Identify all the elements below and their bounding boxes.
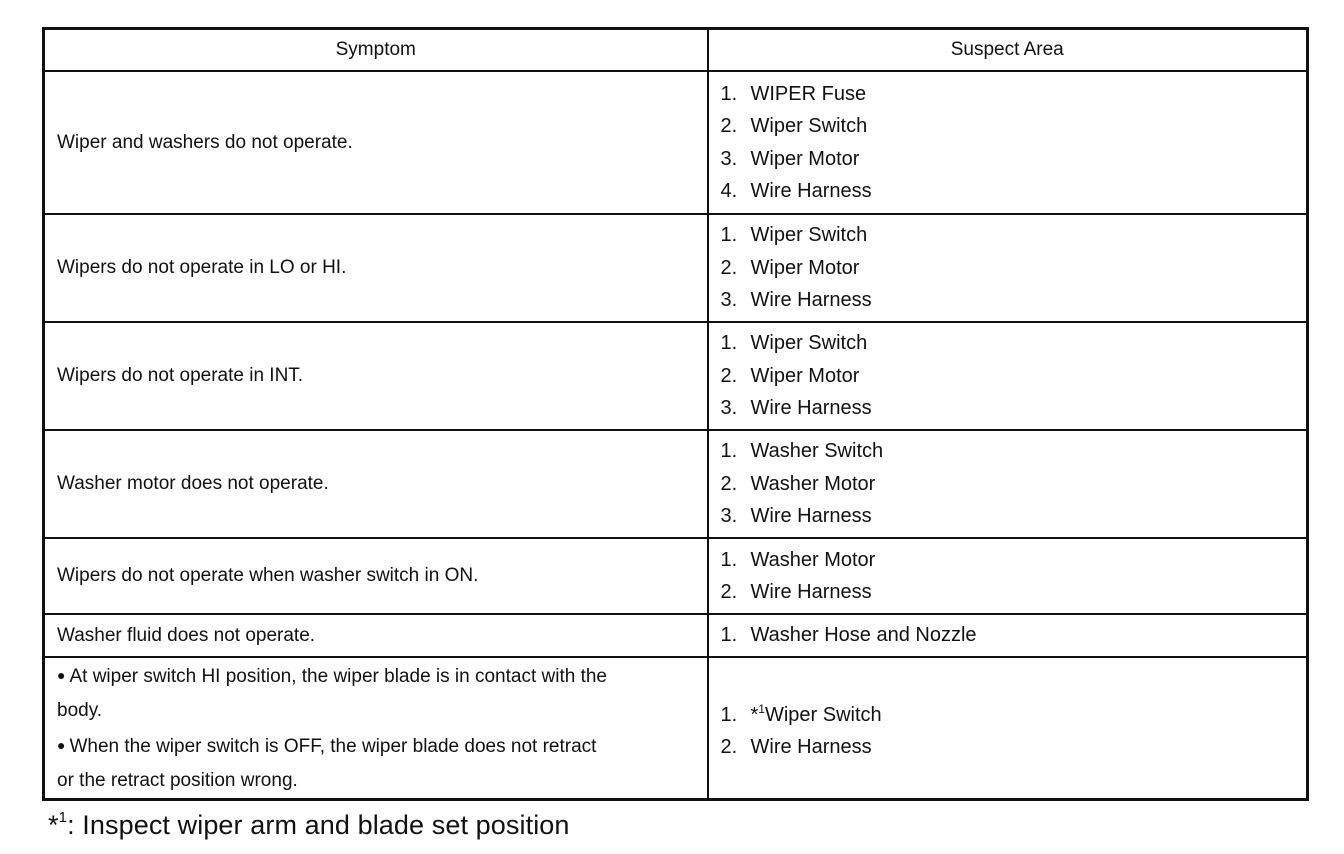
suspect-area-cell [708,322,1308,430]
symptom-cell: Wiper and washers do not operate. [44,71,708,214]
symptom-note-line: ● At wiper switch HI position, the wiper blade is in contact with the [57,666,607,687]
list-item: 3. Wire Harness [720,505,872,528]
list-item: 1. Wiper Switch [720,332,868,355]
list-item: 3. Wire Harness [720,289,872,312]
list-item: 1. WIPER Fuse [720,82,867,105]
suspect-area-cell [708,71,1308,214]
suspect-area-cell [708,614,1308,657]
troubleshooting-document [42,27,1306,841]
list-item: 1. Washer Switch [720,440,884,463]
list-item: 1. Wiper Switch [720,224,868,247]
suspect-area-cell [708,430,1308,538]
suspect-list [721,619,1307,652]
footnote-text: : Inspect wiper arm and blade set position [67,810,570,840]
symptom-cell: Wipers do not operate in LO or HI. [44,214,708,322]
symptom-note-line: ● When the wiper switch is OFF, the wiper blade does not retract [57,736,597,757]
table-header-row [44,29,1308,72]
suspect-area-cell [708,657,1308,800]
table-row [44,71,1308,214]
list-item: 1. Washer Motor [720,548,876,571]
suspect-list [721,78,1307,208]
footnote [42,809,1306,841]
suspect-list [721,544,1307,609]
list-item: 2. Wire Harness [720,736,872,758]
footnote-marker-number: 1 [58,809,68,826]
list-item: 2. Wiper Motor [720,256,860,279]
symptom-cell: Wipers do not operate in INT. [44,322,708,430]
list-item: 2. Wiper Switch [720,115,868,137]
suspect-list [721,327,1307,425]
bullet-icon: ● [57,737,66,753]
symptom-note-line: body. [57,700,103,721]
symptom-table [42,27,1309,801]
symptom-cell: Washer motor does not operate. [44,430,708,538]
suspect-list [721,693,1307,764]
suspect-area-column-header: Suspect Area [708,29,1308,72]
suspect-area-cell [708,214,1308,322]
table-row [44,322,1308,430]
symptom-column-header: Symptom [44,29,708,72]
list-item: 3. Wire Harness [720,397,872,420]
symptom-note-line: or the retract position wrong. [57,770,298,791]
list-item: 1. Washer Hose and Nozzle [720,624,977,647]
symptom-cell: Washer fluid does not operate. [44,614,708,657]
bullet-icon: ● [57,667,66,683]
table-row [44,214,1308,322]
symptom-cell: Wipers do not operate when washer switch in ON. [44,538,708,614]
table-row [44,657,1308,800]
list-item: 3. Wiper Motor [720,147,860,170]
list-item: 2. Wiper Motor [720,364,860,387]
footnote-marker: * [48,810,59,840]
list-item: 2. Wire Harness [720,581,872,603]
footnote-reference-marker: * [750,703,759,726]
list-item: 4. Wire Harness [720,180,872,202]
suspect-list [721,435,1307,533]
table-row [44,538,1308,614]
suspect-area-cell [708,538,1308,614]
table-row [44,430,1308,538]
list-item: 1. *$^1$Wiper Switch [720,701,882,726]
symptom-cell [44,657,708,800]
list-item: 2. Washer Motor [720,472,876,495]
table-row [44,614,1308,657]
suspect-list [721,219,1307,317]
footnote-reference-number: 1 [758,701,765,716]
